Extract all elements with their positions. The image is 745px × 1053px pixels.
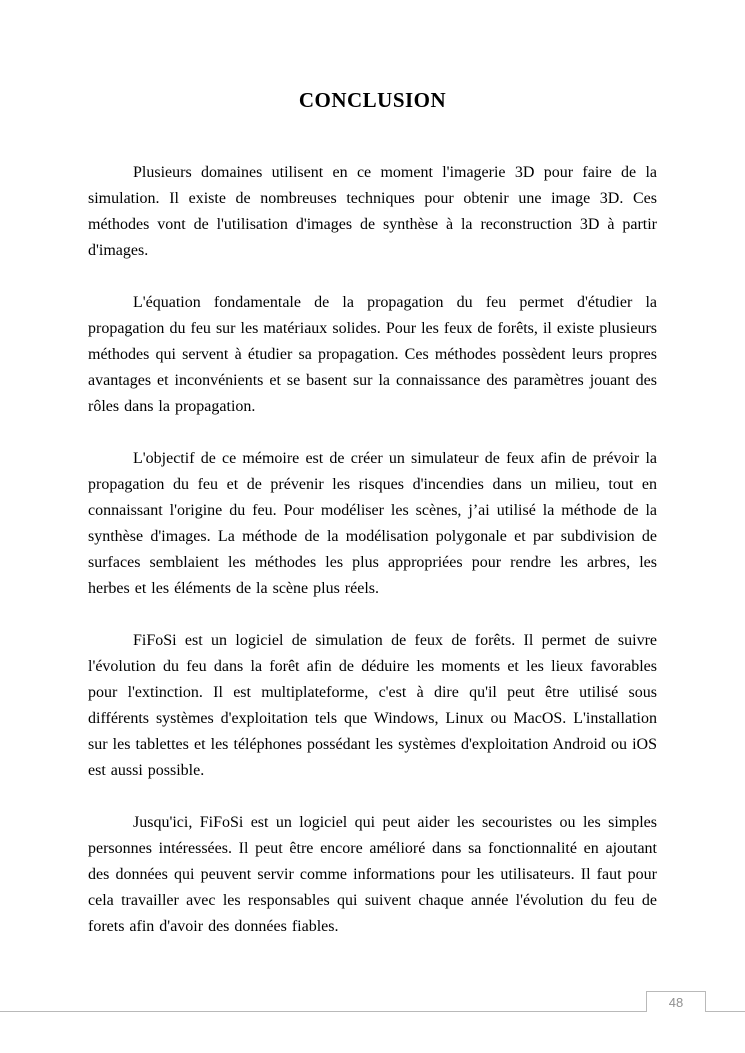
paragraph-3: L'objectif de ce mémoire est de créer un simulateur de feux afin de prévoir la propagation du feu et de prévenir les risques d'incendies dans un milieu, tout en connaissant l'origine du feu. Pour modéliser les scènes, j’ai utilisé la méthode de la synthèse d'images. La méthode de la modélisation polygonale et par subdivision de surfaces semblaient les méthodes les plus appropriées pour rendre les arbres, les herbes et les éléments de la scène plus réels. <box>88 450 657 597</box>
paragraph-4: FiFoSi est un logiciel de simulation de feux de forêts. Il permet de suivre l'évolution du feu dans la forêt afin de déduire les moments et les lieux favorables pour l'extinction. Il est multiplateforme, c'est à dire qu'il peut être utilisé sous différents systèmes d'exploitation tels que Windows, Linux ou MacOS. L'installation sur les tablettes et les téléphones possédant les systèmes d'exploitation Android ou iOS est aussi possible. <box>88 632 657 779</box>
paragraph-2: L'équation fondamentale de la propagation du feu permet d'étudier la propagation du feu sur les matériaux solides. Pour les feux de forêts, il existe plusieurs méthodes qui servent à étudier sa propagation. Ces méthodes possèdent leurs propres avantages et inconvénients et se basent sur la connaissance des paramètres jouant des rôles dans la propagation. <box>88 294 657 415</box>
page-number: 48 <box>668 994 684 1010</box>
page-number-box <box>646 991 706 1012</box>
page-title: CONCLUSION <box>298 88 447 112</box>
document-body <box>88 160 657 940</box>
paragraph-5: Jusqu'ici, FiFoSi est un logiciel qui peut aider les secouristes ou les simples personnes intéressées. Il peut être encore amélioré dans sa fonctionnalité en ajoutant des données qui peuvent servir comme informations pour les utilisateurs. Il faut pour cela travailler avec les responsables qui suivent chaque année l'évolution du feu de forets afin d'avoir des données fiables. <box>88 814 657 935</box>
footer-rule <box>0 1011 745 1012</box>
paragraph-1: Plusieurs domaines utilisent en ce moment l'imagerie 3D pour faire de la simulation. Il existe de nombreuses techniques pour obtenir une image 3D. Ces méthodes vont de l'utilisation d'images de synthèse à la reconstruction 3D à partir d'images. <box>88 164 657 259</box>
